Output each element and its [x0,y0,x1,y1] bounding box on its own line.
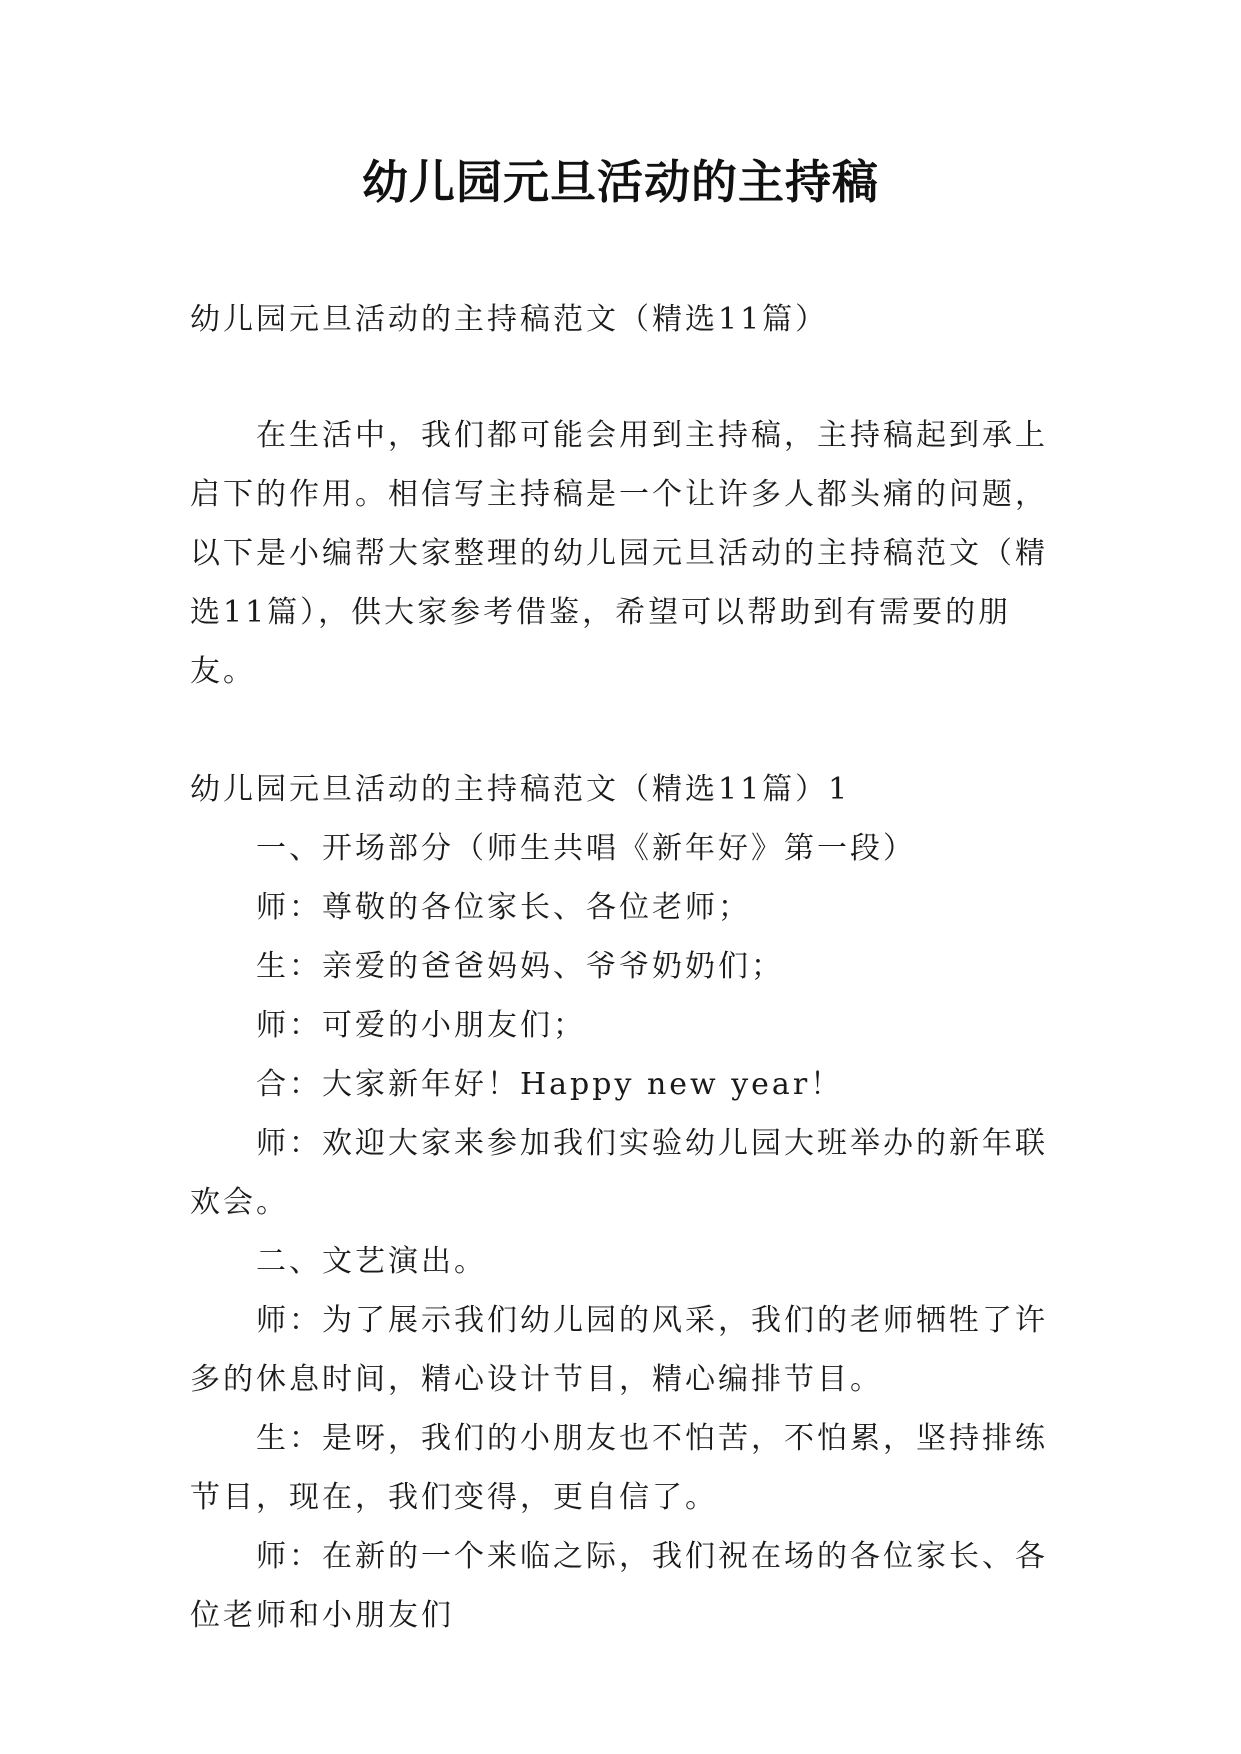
intro-paragraph: 在生活中，我们都可能会用到主持稿，主持稿起到承上启下的作用。相信写主持稿是一个让许多人都头痛的问题，以下是小编帮大家整理的幼儿园元旦活动的主持稿范文（精选11篇），供大家参考借鉴，希望可以帮助到有需要的朋友。 [190,418,1048,689]
body-paragraph: 师：欢迎大家来参加我们实验幼儿园大班举办的新年联欢会。 [190,1126,1048,1220]
body-paragraph: 师：为了展示我们幼儿园的风采，我们的老师牺牲了许多的休息时间，精心设计节目，精心编排节目。 [190,1303,1048,1397]
document-body [190,290,1070,1645]
body-paragraph: 师：在新的一个来临之际，我们祝在场的各位家长、各位老师和小朋友们 [190,1539,1048,1633]
document-title: 幼儿园元旦活动的主持稿 [362,155,879,209]
body-paragraph: 生：是呀，我们的小朋友也不怕苦，不怕累，坚持排练节目，现在，我们变得，更自信了。 [190,1421,1048,1515]
body-paragraph: 合：大家新年好！Happy new year！ [256,1067,844,1102]
body-paragraph: 师：尊敬的各位家长、各位老师； [256,890,751,925]
section-heading: 幼儿园元旦活动的主持稿范文（精选11篇）1 [190,772,851,807]
body-paragraph: 师：可爱的小朋友们； [256,1008,586,1043]
body-paragraph: 二、文艺演出。 [256,1244,487,1279]
body-paragraph: 生：亲爱的爸爸妈妈、爷爷奶奶们； [256,949,784,984]
document-subtitle: 幼儿园元旦活动的主持稿范文（精选11篇） [190,302,829,337]
body-paragraph: 一、开场部分（师生共唱《新年好》第一段） [256,831,916,866]
